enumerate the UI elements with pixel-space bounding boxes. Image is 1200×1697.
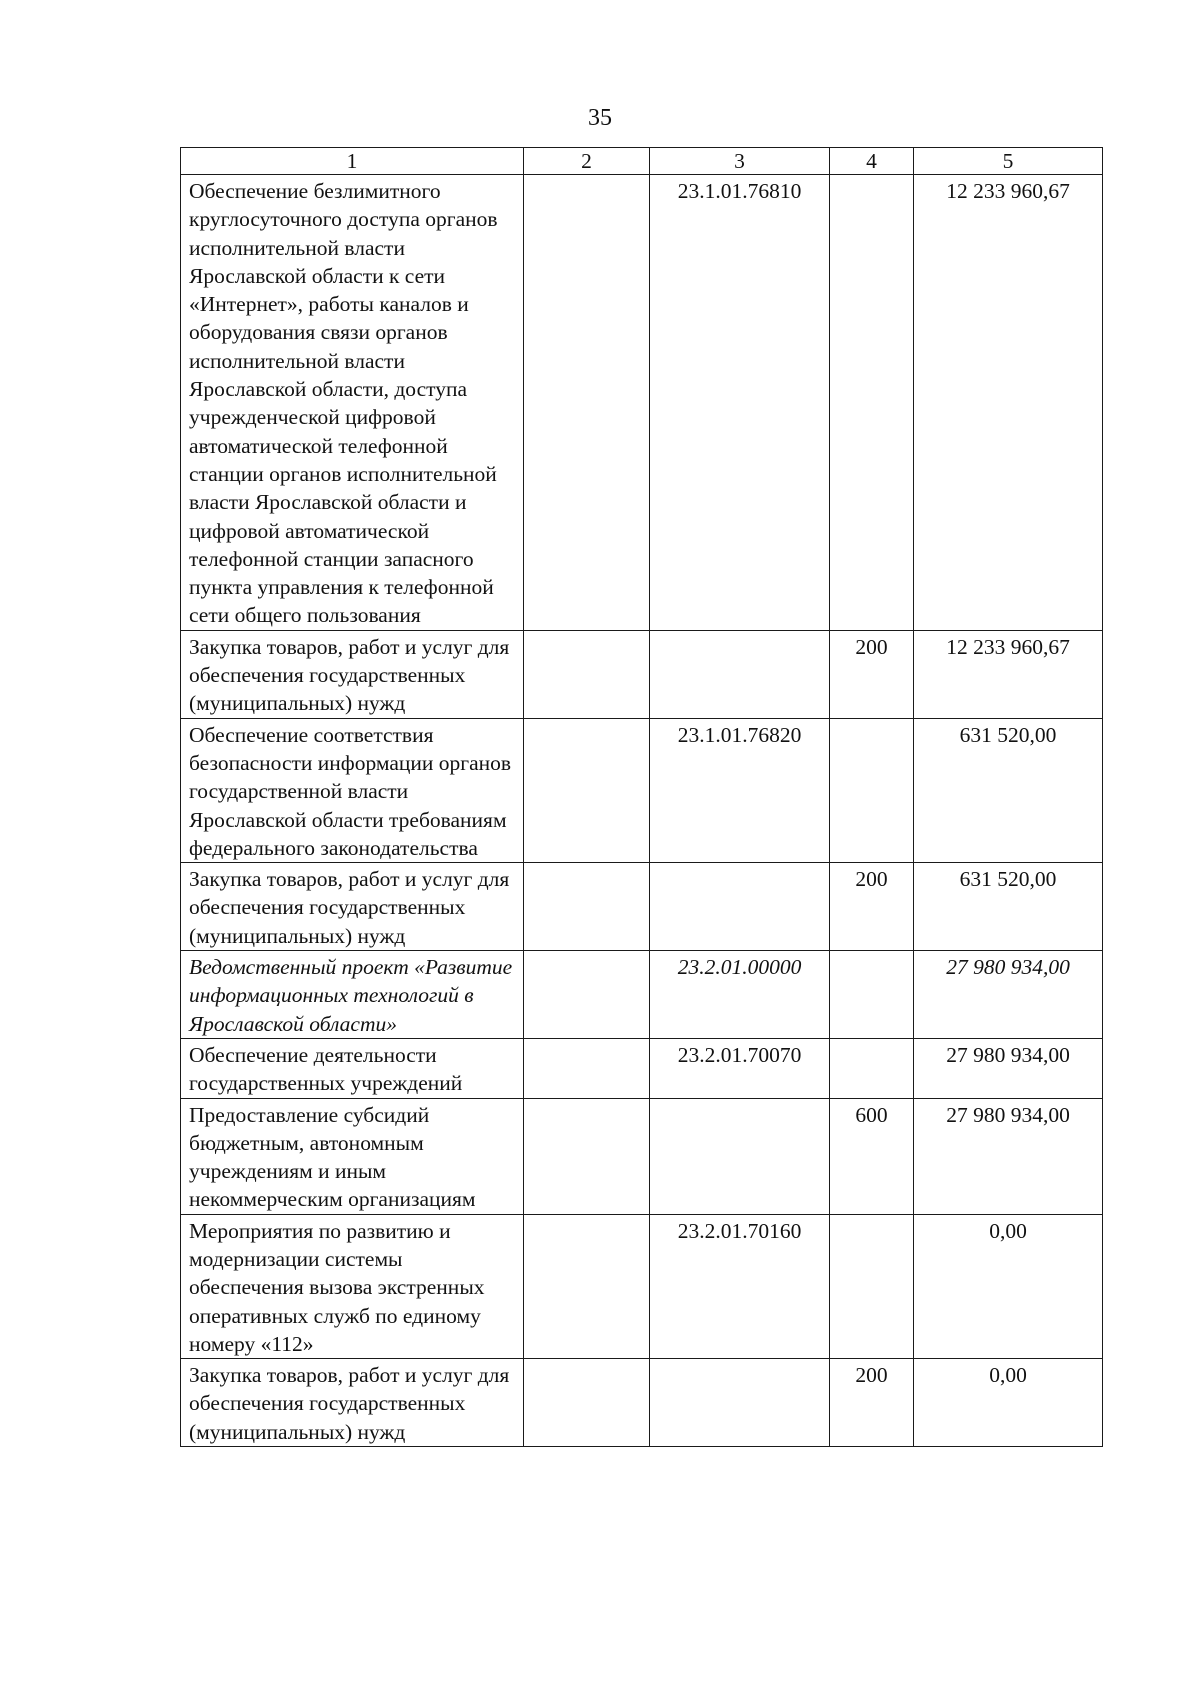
row-sum-cell: 12 233 960,67 <box>914 175 1103 631</box>
row-sum-cell: 27 980 934,00 <box>914 1038 1103 1098</box>
row-sum-cell: 631 520,00 <box>914 863 1103 951</box>
row-code-cell <box>650 1098 830 1214</box>
row-col2-cell <box>524 863 650 951</box>
row-col2-cell <box>524 630 650 718</box>
table-row <box>181 175 1103 631</box>
row-kind-cell <box>830 1214 914 1358</box>
table-row <box>181 1038 1103 1098</box>
table-row <box>181 1214 1103 1358</box>
row-kind-cell: 200 <box>830 1359 914 1447</box>
row-col2-cell <box>524 1098 650 1214</box>
row-code-cell: 23.1.01.76820 <box>650 718 830 862</box>
budget-table <box>180 147 1103 1447</box>
row-name-cell: Обеспечение безлимитного круглосуточного доступа органов исполнительной власти Ярославской области к сети «Интернет», работы каналов и оборудования связи органов исполнительной власти Ярославской области, доступа учрежденческой цифровой автоматической телефонной станции органов исполнительной власти Ярославской области и цифровой автоматической телефонной станции запасного пункта управления к телефонной сети общего пользования <box>181 175 524 631</box>
row-code-cell: 23.2.01.00000 <box>650 951 830 1039</box>
row-col2-cell <box>524 175 650 631</box>
row-code-cell: 23.1.01.76810 <box>650 175 830 631</box>
row-name-cell: Предоставление субсидий бюджетным, автономным учреждениям и иным некоммерческим организациям <box>181 1098 524 1214</box>
row-kind-cell <box>830 175 914 631</box>
row-sum-cell: 12 233 960,67 <box>914 630 1103 718</box>
row-sum-cell: 27 980 934,00 <box>914 1098 1103 1214</box>
row-name-cell: Закупка товаров, работ и услуг для обеспечения государственных (муниципальных) нужд <box>181 863 524 951</box>
row-kind-cell <box>830 1038 914 1098</box>
row-code-cell <box>650 863 830 951</box>
table-row <box>181 1359 1103 1447</box>
table-header-row <box>181 148 1103 175</box>
row-kind-cell: 200 <box>830 630 914 718</box>
header-cell-5: 5 <box>914 148 1103 175</box>
row-code-cell <box>650 1359 830 1447</box>
table-row <box>181 863 1103 951</box>
page-number: 35 <box>588 105 612 131</box>
row-kind-cell: 600 <box>830 1098 914 1214</box>
row-col2-cell <box>524 718 650 862</box>
row-kind-cell <box>830 951 914 1039</box>
row-col2-cell <box>524 951 650 1039</box>
row-name-cell: Закупка товаров, работ и услуг для обеспечения государственных (муниципальных) нужд <box>181 630 524 718</box>
row-code-cell: 23.2.01.70070 <box>650 1038 830 1098</box>
header-cell-1: 1 <box>181 148 524 175</box>
row-sum-cell: 0,00 <box>914 1359 1103 1447</box>
row-kind-cell <box>830 718 914 862</box>
table-row <box>181 718 1103 862</box>
row-name-cell: Обеспечение деятельности государственных учреждений <box>181 1038 524 1098</box>
row-name-cell: Мероприятия по развитию и модернизации системы обеспечения вызова экстренных оперативных служб по единому номеру «112» <box>181 1214 524 1358</box>
row-code-cell <box>650 630 830 718</box>
header-cell-2: 2 <box>524 148 650 175</box>
row-col2-cell <box>524 1038 650 1098</box>
table-row <box>181 951 1103 1039</box>
row-kind-cell: 200 <box>830 863 914 951</box>
table-row <box>181 1098 1103 1214</box>
header-cell-4: 4 <box>830 148 914 175</box>
row-sum-cell: 27 980 934,00 <box>914 951 1103 1039</box>
row-col2-cell <box>524 1359 650 1447</box>
row-sum-cell: 0,00 <box>914 1214 1103 1358</box>
header-cell-3: 3 <box>650 148 830 175</box>
row-sum-cell: 631 520,00 <box>914 718 1103 862</box>
table-row <box>181 630 1103 718</box>
row-name-cell: Ведомственный проект «Развитие информационных технологий в Ярославской области» <box>181 951 524 1039</box>
row-code-cell: 23.2.01.70160 <box>650 1214 830 1358</box>
row-name-cell: Обеспечение соответствия безопасности информации органов государственной власти Ярославской области требованиям федерального законодательства <box>181 718 524 862</box>
row-col2-cell <box>524 1214 650 1358</box>
row-name-cell: Закупка товаров, работ и услуг для обеспечения государственных (муниципальных) нужд <box>181 1359 524 1447</box>
